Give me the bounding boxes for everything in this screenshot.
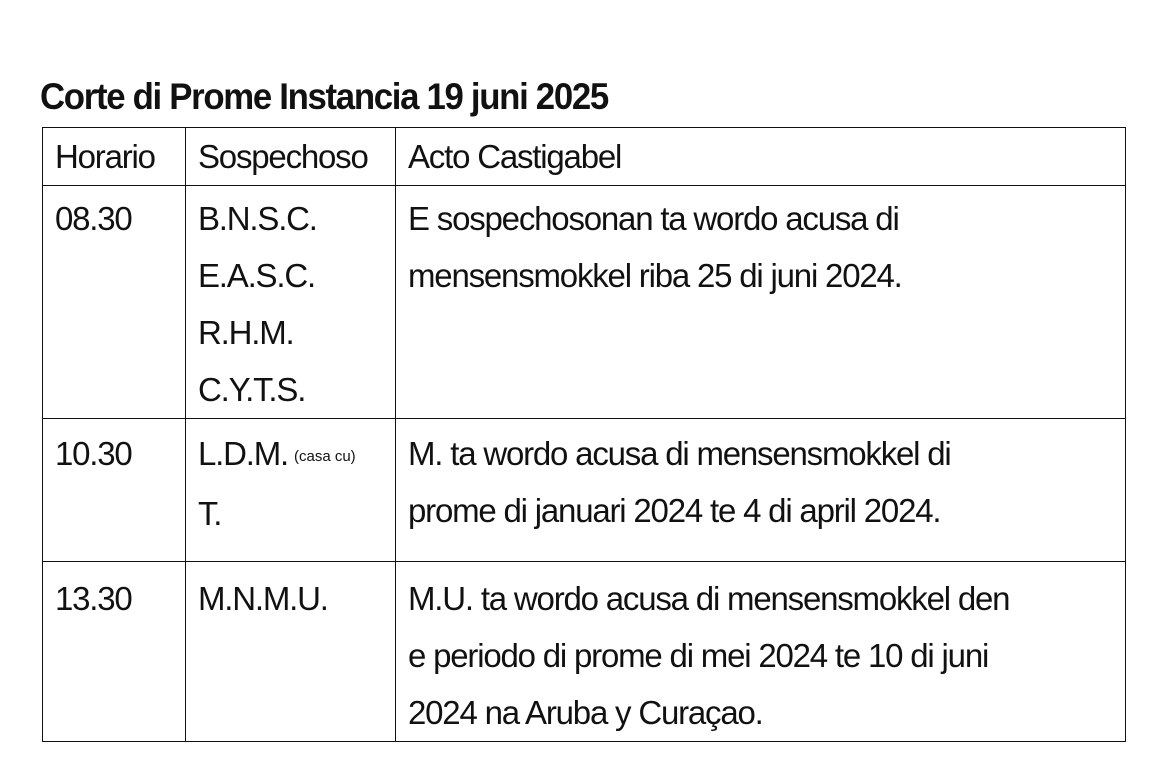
suspect-initials: E.A.S.C. bbox=[198, 257, 315, 294]
time-value: 10.30 bbox=[55, 435, 132, 472]
table-row bbox=[43, 186, 1126, 419]
suspect-initials-line bbox=[198, 425, 383, 485]
column-header-suspect: Sospechoso bbox=[186, 128, 396, 186]
suspect-initials: L.D.M. bbox=[198, 435, 288, 472]
table-header-row bbox=[43, 128, 1126, 186]
page-title: Corte di Prome Instancia 19 juni 2025 bbox=[40, 76, 608, 117]
offense-text-line: prome di januari 2024 te 4 di april 2024. bbox=[408, 492, 941, 529]
hearing-schedule-table bbox=[42, 127, 1126, 742]
table-row bbox=[43, 419, 1126, 562]
suspect-cell bbox=[186, 562, 396, 742]
offense-text-line: mensensmokkel riba 25 di juni 2024. bbox=[408, 257, 902, 294]
offense-text-line: e periodo di prome di mei 2024 te 10 di juni bbox=[408, 637, 989, 674]
offense-cell bbox=[396, 419, 1126, 562]
time-cell bbox=[43, 419, 186, 562]
suspect-initials: M.N.M.U. bbox=[198, 580, 328, 617]
offense-text-line: M. ta wordo acusa di mensensmokkel di bbox=[408, 435, 951, 472]
suspect-initials: R.H.M. bbox=[198, 314, 294, 351]
suspect-cell bbox=[186, 419, 396, 562]
table-row bbox=[43, 562, 1126, 742]
offense-cell bbox=[396, 562, 1126, 742]
suspect-note: (casa cu) bbox=[293, 447, 356, 465]
suspect-cell bbox=[186, 186, 396, 419]
time-cell bbox=[43, 186, 186, 419]
column-header-offense: Acto Castigabel bbox=[396, 128, 1126, 186]
offense-cell bbox=[396, 186, 1126, 419]
time-value: 08.30 bbox=[55, 200, 132, 237]
offense-text-line: E sospechosonan ta wordo acusa di bbox=[408, 200, 899, 237]
suspect-initials-cont: T. bbox=[198, 494, 222, 532]
time-cell bbox=[43, 562, 186, 742]
suspect-initials: C.Y.T.S. bbox=[198, 371, 306, 408]
offense-text-line: 2024 na Aruba y Curaçao. bbox=[408, 694, 763, 731]
time-value: 13.30 bbox=[55, 580, 132, 617]
offense-text-line: M.U. ta wordo acusa di mensensmokkel den bbox=[408, 580, 1010, 617]
suspect-initials: B.N.S.C. bbox=[198, 200, 317, 237]
column-header-time: Horario bbox=[43, 128, 186, 186]
